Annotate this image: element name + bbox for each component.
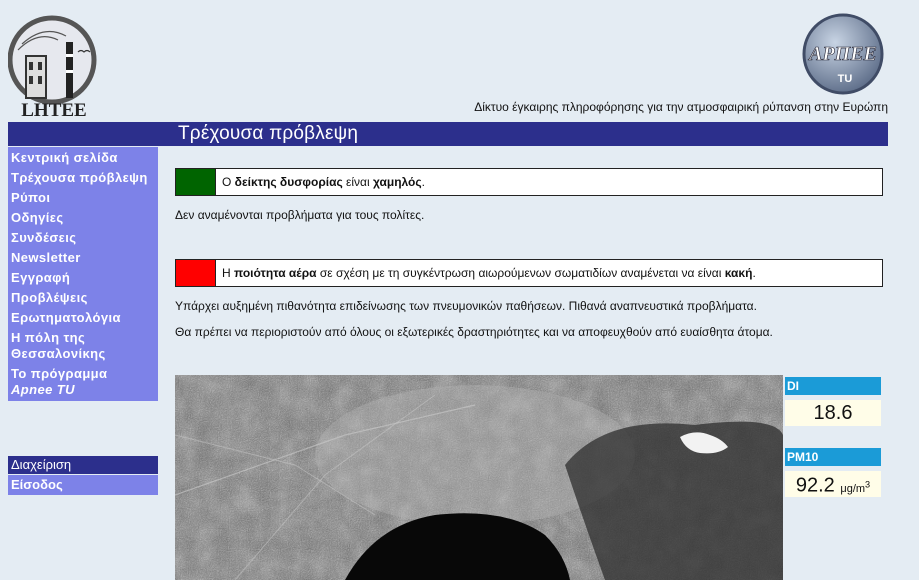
apnee-tu-logo bbox=[797, 12, 889, 96]
svg-text:ΑΡΠΕΕ: ΑΡΠΕΕ bbox=[809, 43, 877, 65]
pm10-label: PM10 bbox=[785, 448, 881, 466]
admin-section-header: Διαχείριση bbox=[8, 456, 158, 474]
sidebar-item-guidelines[interactable]: Οδηγίες bbox=[11, 210, 64, 225]
sidebar-item-program-line1: Το πρόγραμμα bbox=[11, 366, 108, 381]
sidebar-item-newsletter[interactable]: Newsletter bbox=[11, 250, 81, 265]
sidebar-item-questionnaires[interactable]: Ερωτηματολόγια bbox=[11, 310, 121, 325]
sidebar-item-city[interactable] bbox=[8, 330, 158, 362]
air-quality-box bbox=[175, 259, 883, 287]
svg-text:LHTEE: LHTEE bbox=[21, 100, 87, 120]
air-quality-advice-2: Θα πρέπει να περιοριστούν από όλους οι εξωτερικές δραστηριότητες και να αποφευχθούν από ευαίσθητα άτομα. bbox=[175, 325, 773, 339]
air-quality-level-swatch bbox=[176, 260, 216, 286]
title-bar bbox=[8, 122, 888, 146]
di-value: 18.6 bbox=[785, 400, 881, 426]
svg-text:TU: TU bbox=[837, 73, 853, 85]
discomfort-level-swatch bbox=[176, 169, 216, 195]
sidebar-item-links[interactable]: Συνδέσεις bbox=[11, 230, 77, 245]
di-label: DI bbox=[785, 377, 881, 395]
sidebar-item-city-line1: Η πόλη της bbox=[11, 330, 86, 345]
sidebar-item-program-line2: Apnee TU bbox=[11, 382, 75, 397]
pm10-readout bbox=[785, 471, 881, 497]
page-title: Τρέχουσα πρόβλεψη bbox=[178, 123, 359, 144]
sidebar-item-home[interactable]: Κεντρική σελίδα bbox=[11, 150, 118, 165]
sidebar-item-forecasts[interactable]: Προβλέψεις bbox=[11, 290, 88, 305]
satellite-map bbox=[175, 375, 783, 580]
tagline: Δίκτυο έγκαιρης πληροφόρησης για την ατμοσφαιρική ρύπανση στην Ευρώπη bbox=[474, 100, 888, 114]
sidebar-item-current-forecast[interactable]: Τρέχουσα πρόβλεψη bbox=[11, 170, 148, 185]
discomfort-advice: Δεν αναμένονται προβλήματα για τους πολίτες. bbox=[175, 208, 425, 222]
discomfort-index-text: Ο δείκτης δυσφορίας είναι χαμηλός. bbox=[222, 175, 425, 189]
pm10-unit: $\mu g/m^3$ bbox=[840, 479, 871, 495]
lhtee-logo bbox=[8, 10, 100, 120]
sidebar-item-register[interactable]: Εγγραφή bbox=[11, 270, 71, 285]
sidebar-item-pollutants[interactable]: Ρύποι bbox=[11, 190, 51, 205]
sidebar-item-program[interactable] bbox=[8, 366, 158, 398]
discomfort-index-box bbox=[175, 168, 883, 196]
sidebar-nav bbox=[8, 147, 158, 401]
login-link[interactable]: Είσοδος bbox=[8, 475, 158, 495]
air-quality-advice-1: Υπάρχει αυξημένη πιθανότητα επιδείνωσης των πνευμονικών παθήσεων. Πιθανά αναπνευστικά προβλήματα. bbox=[175, 299, 757, 313]
air-quality-text: Η ποιότητα αέρα σε σχέση με τη συγκέντρωση αιωρούμενων σωματιδίων αναμένεται να είναι κακή. bbox=[222, 266, 756, 280]
pm10-value: 92.2 bbox=[795, 474, 835, 497]
sidebar-item-city-line2: Θεσσαλονίκης bbox=[11, 346, 106, 361]
